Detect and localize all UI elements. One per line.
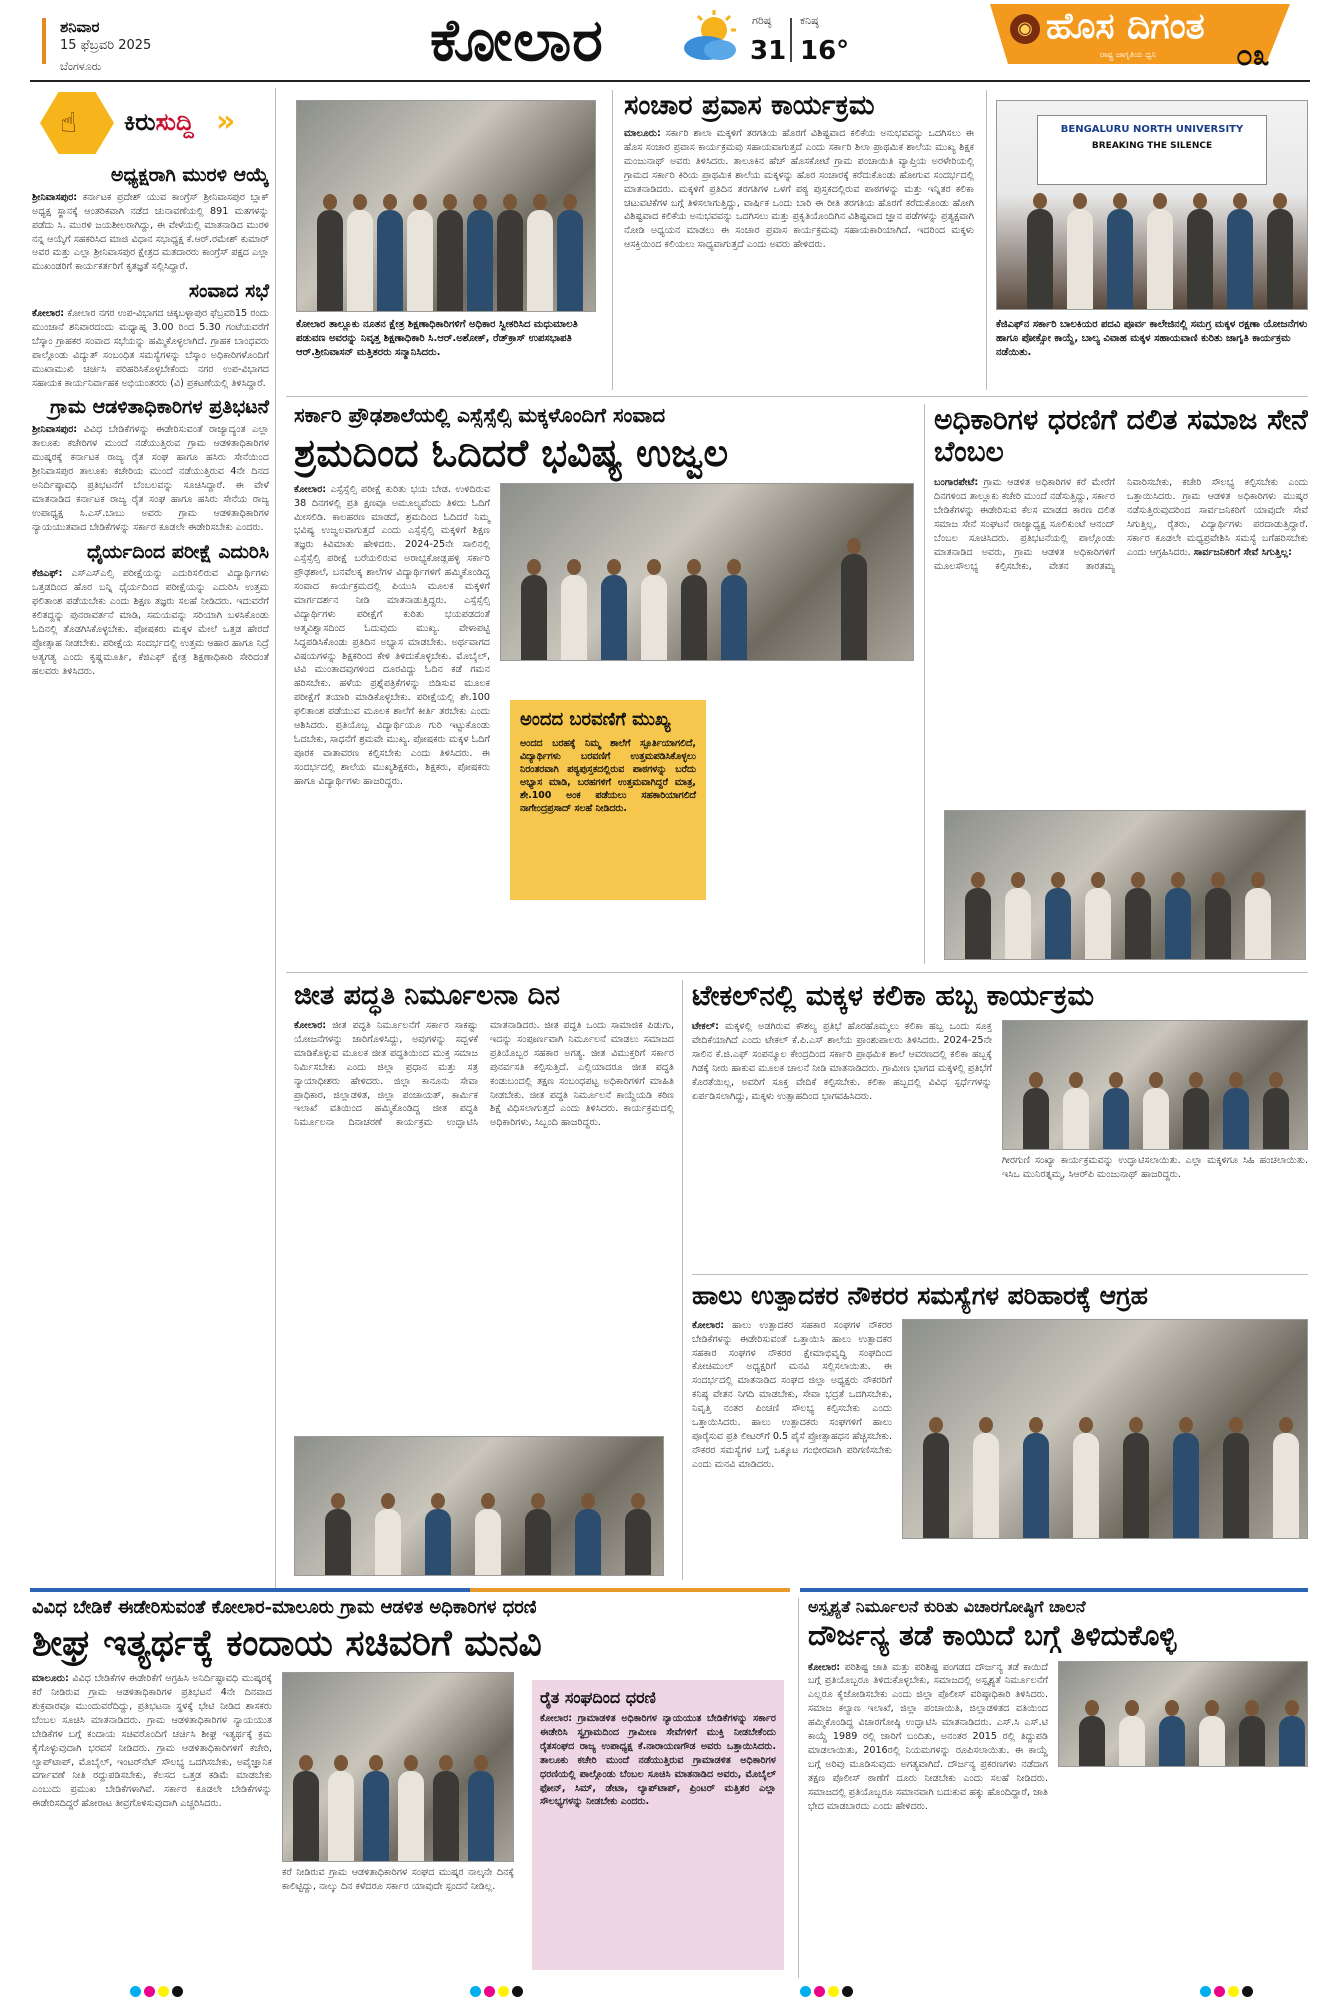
brief-body: ಶ್ರೀನಿವಾಸಪುರ: ಕರ್ನಾಟಕ ಪ್ರದೇಶ್ ಯುವ ಕಾಂಗ್ರೆಸ್ ಶ್ರೀನಿವಾಸಪುರ ಬ್ಲಾಕ್ ಅಧ್ಯಕ್ಷ ಸ್ಥಾನಕ್ಕೆ ಆಂತರಿಕವಾಗಿ ನಡೆದ ಚುನಾವಣೆಯಲ್ಲಿ 891 ಮತಗಳನ್ನು ಪಡೆದು ಸಿ. ಮುರಳಿ ಜಯಶೀಲರಾಗಿದ್ದು, ಈ ವೇಳೆಯಲ್ಲಿ ಮಾತನಾಡಿದ ಮುರಳಿ ನನ್ನ ಆಯ್ಕೆಗೆ ಸಹಕರಿಸಿದ ಮಾಜಿ ವಿಧಾನ ಸಭಾಧ್ಯಕ್ಷ ಕೆ.ಆರ್.ರಮೇಶ್ ಕುಮಾರ್ ಅವರ ಮತ್ತು ಎಲ್ಲಾ ಶ್ರೀನಿವಾಸಪುರ ಕ್ಷೇತ್ರದ ಮತದಾರರು ಕಾಂಗ್ರೆಸ್ ಪಕ್ಷದ ಎಲ್ಲಾ ಮುಖಂಡರಿಗೆ ಕಾರ್ಯಕರ್ತರಿಗೆ ಕೃತಜ್ಞತೆ ಸಲ್ಲಿಸಿದ್ದಾರೆ. — [32, 191, 269, 273]
study-tour-article — [624, 90, 974, 390]
atrocity-act-article — [808, 1598, 1308, 1978]
brief-body: ಶ್ರೀನಿವಾಸಪುರ: ವಿವಿಧ ಬೇಡಿಕೆಗಳನ್ನು ಈಡೇರಿಸುವಂತೆ ರಾಜ್ಯಾದ್ಯಂತ ಎಲ್ಲಾ ತಾಲೂಕು ಕಚೇರಿಗಳ ಮುಂದೆ ನಡೆಯುತ್ತಿರುವ ಗ್ರಾಮ ಆಡಳಿತಾಧಿಕಾರಿಗಳ ಮುಷ್ಕರಕ್ಕೆ ಕರ್ನಾಟಕ ರಾಜ್ಯ ರೈತ ಸಂಘ ಹಾಗೂ ಹಸಿರು ಸೇನೆಯಿಂದ ಶ್ರೀನಿವಾಸಪುರ ತಾಲೂಕು ಕಚೇರಿಯ ಮುಂದೆ ನಡೆಯುತ್ತಿರುವ 4ನೇ ದಿನದ ಅನಿರ್ದಿಷ್ಠಾವಧಿ ಪ್ರತಿಭಟನೆಗೆ ಬೆಂಬಲವನ್ನು ಸೂಚಿಸಿದ್ದಾರೆ. ಈ ವೇಳೆ ಮಾತನಾಡಿದ ಕರ್ನಾಟಕ ರಾಜ್ಯ ರೈತ ಸಂಘ ಹಾಗೂ ಹಸಿರು ಸೇನೆಯ ರಾಜ್ಯ ಉಪಾಧ್ಯಕ್ಷ ಸಿ.ಎಸ್.ಬಾಬು ಅವರು ಗ್ರಾಮ ಆಡಳಿತಾಧಿಕಾರಿಗಳ ನ್ಯಾಯಯುತವಾದ ಬೇಡಿಕೆಗಳನ್ನು ಸರ್ಕಾರ ಕೂಡಲೇ ಈಡೇರಿಸಬೇಕು ಎಂದರು. — [32, 424, 269, 533]
orange-section-rule — [470, 1588, 790, 1592]
dalit-article — [934, 404, 1308, 804]
learning-fest-caption: ಗೀರಗುಣಿ ಸಂಖ್ಯಾ ಕಾರ್ಯಕ್ರಮವನ್ನು ಉದ್ಘಾಟಿಸಲಾಯಿತು. ಎಲ್ಲಾ ಮಕ್ಕಳಿಗೂ ಸಿಹಿ ಹಂಚಲಾಯಿತು. ಇಸಿಒ ಮುನಿರತ್ನಮ್ಮ, ಸಿಆರ್‌ಪಿ ಮಂಜುನಾಥ್ ಹಾಜರಿದ್ದರು. — [1002, 1155, 1308, 1181]
brand-tagline: ರಾಷ್ಟ್ರ ಜಾಗೃತಿಯ ಧ್ವನಿ — [1100, 50, 1157, 59]
brand-logo-icon: ◉ — [1010, 14, 1040, 44]
dharna-photo — [944, 810, 1306, 960]
milk-producers-body: ಕೋಲಾರ: ಹಾಲು ಉತ್ಪಾದಕರ ಸಹಕಾರ ಸಂಘಗಳ ನೌಕರರ ಬೇಡಿಕೆಗಳನ್ನು ಈಡೇರಿಸುವಂತೆ ಒತ್ತಾಯಿಸಿ ಹಾಲು ಉತ್ಪಾದಕರ ಸಹಕಾರ ಸಂಘಗಳ ನೌಕರರ ಕ್ಷೇಮಾಭಿವೃದ್ಧಿ ಸಂಘದಿಂದ ಕೋಚಿಮುಲ್ ಅಧ್ಯಕ್ಷರಿಗೆ ಮನವಿ ಸಲ್ಲಿಸಲಾಯಿತು. ಈ ಸಂದರ್ಭದಲ್ಲಿ ಮಾತನಾಡಿದ ಸಂಘದ ಜಿಲ್ಲಾ ಅಧ್ಯಕ್ಷರು ನೌಕರರಿಗೆ ಕನಿಷ್ಠ ವೇತನ ನಿಗದಿ ಮಾಡಬೇಕು, ಸೇವಾ ಭದ್ರತೆ ಒದಗಿಸಬೇಕು, ನಿವೃತ್ತಿ ನಂತರ ಪಿಂಚಣಿ ಸೌಲಭ್ಯ ಕಲ್ಪಿಸಬೇಕು ಎಂದು ಒತ್ತಾಯಿಸಿದರು. ಹಾಲು ಉತ್ಪಾದಕರು ಸಂಘಗಳಿಗೆ ಹಾಲು ಪೂರೈಸುವ ಪ್ರತಿ ಲೀಟರ್‌ಗೆ 0.5 ಪೈಸೆ ಪ್ರೋತ್ಸಾಹಧನ ಹೆಚ್ಚಿಸಬೇಕು. ನೌಕರರ ಸಮಸ್ಯೆಗಳ ಬಗ್ಗೆ ಒಕ್ಕೂಟ ಗಂಭೀರವಾಗಿ ಪರಿಗಣಿಸಬೇಕು ಎಂದು ಮನವಿ ಮಾಡಿದರು. — [692, 1319, 892, 1470]
hand-icon: ☝ — [60, 106, 78, 139]
badge-label: ಕಿರುಸುದ್ದಿ — [124, 108, 194, 136]
temp-max-label: ಗರಿಷ್ಠ — [752, 14, 772, 27]
double-chevron-icon: » — [216, 104, 236, 139]
learning-fest-photo — [1002, 1020, 1308, 1150]
temp-max-value: 31 — [750, 36, 787, 66]
temp-divider — [790, 18, 792, 62]
dalit-headline: ಅಧಿಕಾರಿಗಳ ಧರಣಿಗೆ ದಲಿತ ಸಮಾಜ ಸೇನೆ ಬೆಂಬಲ — [934, 404, 1308, 469]
page-number: ೦೩ — [1236, 38, 1270, 73]
sslc-headline: ಶ್ರಮದಿಂದ ಓದಿದರೆ ಭವಿಷ್ಯ ಉಜ್ವಲ — [294, 430, 729, 475]
farmers-association-headline: ರೈತ ಸಂಘದಿಂದ ಧರಣಿ — [540, 1688, 656, 1707]
partly-cloudy-icon — [680, 10, 740, 66]
section-rule — [286, 972, 1308, 973]
column-rule — [798, 1598, 799, 1978]
milk-producers-article — [692, 1282, 1308, 1582]
village-officers-kicker: ವಿವಿಧ ಬೇಡಿಕೆ ಈಡೇರಿಸುವಂತೆ ಕೋಲಾರ-ಮಾಲೂರು ಗ್ರಾಮ ಆಡಳಿತ ಅಧಿಕಾರಿಗಳ ಧರಣಿ — [32, 1598, 537, 1618]
blue-section-rule — [800, 1588, 1308, 1592]
bonded-labour-headline: ಜೀತ ಪದ್ಧತಿ ನಿರ್ಮೂಲನಾ ದಿನ — [294, 980, 561, 1011]
briefs-column — [32, 88, 276, 1588]
study-tour-headline: ಸಂಚಾರ ಪ್ರವಾಸ ಕಾರ್ಯಕ್ರಮ — [624, 90, 875, 121]
brief-body: ಕೋಲಾರ: ಕೋಲಾರ ನಗರ ಉಪ-ವಿಭಾಗದ ಚಿಕ್ಕಬಳ್ಳಾಪುರ ಫೆಬ್ರವರಿ15 ರಂದು ಮುಂಜಾನೆ ಶನಿವಾರದಂದು ಮಧ್ಯಾಹ್ನ 3.00 ರಿಂದ 5.30 ಗಂಟೆಯವರೆಗೆ ಬೆಸ್ಕಾಂ ಗ್ರಾಹಕರ ಸಂವಾದ ಸಭೆಯನ್ನು ಹಮ್ಮಿಕೊಳ್ಳಲಾಗಿದೆ. ಗ್ರಾಹಕ ಬಾಂಧವರು ಪಾಲ್ಗೊಂಡು ವಿದ್ಯುತ್ ಸಂಬಂಧಿತ ಸಮಸ್ಯೆಗಳನ್ನು ಬೆಸ್ಕಾಂ ಅಧಿಕಾರಿಗಳೊಂದಿಗೆ ಮುಖಾಮುಖಿ ಚರ್ಚಿಸಿ ಪರಿಹರಿಸಿಕೊಳ್ಳಬೇಕೆಂದು ನಗರ ಉಪ-ವಿಭಾಗದ ಸಹಾಯಕ ಕಾರ್ಯನಿರ್ವಾಹಕ ಅಭಿಯಂತರರು (ವಿ) ಪ್ರಕಟಣೆಯಲ್ಲಿ ತಿಳಿಸಿದ್ದಾರೆ. — [32, 308, 269, 389]
brief-heading: ಗ್ರಾಮ ಆಡಳಿತಾಧಿಕಾರಿಗಳ ಪ್ರತಿಭಟನೆ — [50, 396, 269, 419]
handwriting-sidebox — [510, 700, 706, 900]
masthead-accent-bar — [42, 18, 46, 64]
briefs-badge — [40, 92, 240, 154]
registration-marks — [1200, 1986, 1253, 1997]
masthead-title: ಕೋಲಾರ — [430, 6, 604, 74]
masthead-rule — [30, 80, 1310, 82]
blue-section-rule — [30, 1588, 470, 1592]
registration-marks — [130, 1986, 183, 1997]
sidebox-heading: ಅಂದದ ಬರವಣಿಗೆ ಮುಖ್ಯ — [520, 709, 671, 730]
registration-marks — [470, 1986, 523, 1997]
banner-slogan: BREAKING THE SILENCE — [1091, 141, 1213, 151]
officials-photo — [296, 100, 596, 312]
dalit-body: ಬಂಗಾರಪೇಟೆ: ಗ್ರಾಮ ಆಡಳಿತ ಅಧಿಕಾರಿಗಳ ಕರೆ ಮೇರೆಗೆ ದಿನಗಳಿಂದ ತಾಲ್ಲೂಕು ಕಚೇರಿ ಮುಂದೆ ನಡೆಸುತ್ತಿದ್ದು, ಸರ್ಕಾರ ಬೇಡಿಕೆಗಳನ್ನು ಈಡೇರಿಸುವ ಕೆಲಸ ಮಾಡದ ಕಾರಣ ದಲಿತ ಸಮಾಜ ಸೇನೆ ಸಂಘಟನೆ ರಾಜ್ಯಾಧ್ಯಕ್ಷ ಸೂಲಿಕುಂಟೆ ಆನಂದ್ ಬೆಂಬಲ ಸೂಚಿಸಿದರು. ಪ್ರತಿಭಟನೆಯಲ್ಲಿ ಪಾಲ್ಗೊಂಡು ಮಾತನಾಡಿದ ಅವರು, ಗ್ರಾಮ ಆಡಳಿತ ಅಧಿಕಾರಿಗಳಿಗೆ ಮೂಲಸೌಲಭ್ಯ ಕಲ್ಪಿಸಬೇಕು, ವೇತನ ತಾರತಮ್ಯ ನಿವಾರಿಸಬೇಕು, ಕಚೇರಿ ಸೌಲಭ್ಯ ಕಲ್ಪಿಸಬೇಕು ಎಂದು ಒತ್ತಾಯಿಸಿದರು. ಗ್ರಾಮ ಆಡಳಿತ ಅಧಿಕಾರಿಗಳು ಮುಷ್ಕರ ನಡೆಸುತ್ತಿರುವುದರಿಂದ ಸಾರ್ವಜನಿಕರಿಗೆ ಯಾವುದೇ ಸೇವೆ ಸಿಗುತ್ತಿಲ್ಲ, ರೈತರು, ವಿದ್ಯಾರ್ಥಿಗಳು ಪರದಾಡುತ್ತಿದ್ದಾರೆ. ಸರ್ಕಾರ ಕೂಡಲೇ ಮಧ್ಯಪ್ರವೇಶಿಸಿ ಸಮಸ್ಯೆ ಬಗೆಹರಿಸಬೇಕು ಎಂದು ಆಗ್ರಹಿಸಿದರು. ಸಾರ್ವಜನಿಕರಿಗೆ ಸೇವೆ ಸಿಗುತ್ತಿಲ್ಲ: — [934, 477, 1308, 572]
awareness-photo — [996, 100, 1308, 310]
brand-name: ಹೊಸ ದಿಗಂತ — [1046, 6, 1205, 47]
village-officers-body: ಮಾಲೂರು: ವಿವಿಧ ಬೇಡಿಕೆಗಳ ಈಡೇರಿಕೆಗೆ ಆಗ್ರಹಿಸಿ ಅನಿರ್ದಿಷ್ಟಾವಧಿ ಮುಷ್ಕರಕ್ಕೆ ಕರೆ ನೀಡಿರುವ ಗ್ರಾಮ ಆಡಳಿತಾಧಿಕಾರಿಗಳ ಪ್ರತಿಭಟನೆ 4ನೇ ದಿನವಾದ ಶುಕ್ರವಾರವೂ ಮುಂದುವರೆದಿದ್ದು, ಪ್ರತಿಭಟನಾ ಸ್ಥಳಕ್ಕೆ ಭೇಟಿ ನೀಡಿದ ಶಾಸಕರು ಬೆಂಬಲ ಸೂಚಿಸಿ ಮಾತನಾಡಿದರು. ಗ್ರಾಮ ಆಡಳಿತಾಧಿಕಾರಿಗಳ ನ್ಯಾಯಯುತ ಬೇಡಿಕೆಗಳ ಬಗ್ಗೆ ಕಂದಾಯ ಸಚಿವರೊಂದಿಗೆ ಚರ್ಚಿಸಿ ಶೀಘ್ರ ಇತ್ಯರ್ಥಕ್ಕೆ ಕ್ರಮ ಕೈಗೊಳ್ಳುವುದಾಗಿ ಭರವಸೆ ನೀಡಿದರು. ಗ್ರಾಮ ಆಡಳಿತಾಧಿಕಾರಿಗಳಿಗೆ ಕಚೇರಿ, ಲ್ಯಾಪ್‌ಟಾಪ್, ಮೊಬೈಲ್, ಇಂಟರ್‌ನೆಟ್ ಸೌಲಭ್ಯ ಒದಗಿಸಬೇಕು, ಅವೈಜ್ಞಾನಿಕ ವರ್ಗಾವಣೆ ನೀತಿ ರದ್ದುಪಡಿಸಬೇಕು, ಕೆಲಸದ ಒತ್ತಡ ಕಡಿಮೆ ಮಾಡಬೇಕು ಎಂಬುದು ಪ್ರಮುಖ ಬೇಡಿಕೆಗಳಾಗಿವೆ. ಸರ್ಕಾರ ಕೂಡಲೇ ಬೇಡಿಕೆಗಳನ್ನು ಈಡೇರಿಸದಿದ್ದರೆ ಹೋರಾಟ ತೀವ್ರಗೊಳಿಸುವುದಾಗಿ ಎಚ್ಚರಿಸಿದರು. — [32, 1673, 272, 1810]
bonded-labour-body: ಕೋಲಾರ: ಜೀತ ಪದ್ಧತಿ ನಿರ್ಮೂಲನೆಗೆ ಸರ್ಕಾರ ಸಾಕಷ್ಟು ಯೋಜನೆಗಳನ್ನು ಜಾರಿಗೊಳಿಸಿದ್ದು, ಅವುಗಳನ್ನು ಸದ್ಬಳಕೆ ಮಾಡಿಕೊಳ್ಳುವ ಮೂಲಕ ಜೀತ ಪದ್ಧತಿಯಿಂದ ಮುಕ್ತ ಸಮಾಜ ನಿರ್ಮಿಸಬೇಕು ಎಂದು ಜಿಲ್ಲಾ ಪ್ರಧಾನ ಮತ್ತು ಸತ್ರ ನ್ಯಾಯಾಧೀಶರು ಹೇಳಿದರು. ಜಿಲ್ಲಾ ಕಾನೂನು ಸೇವಾ ಪ್ರಾಧಿಕಾರ, ಜಿಲ್ಲಾಡಳಿತ, ಜಿಲ್ಲಾ ಪಂಚಾಯತ್, ಕಾರ್ಮಿಕ ಇಲಾಖೆ ವತಿಯಿಂದ ಹಮ್ಮಿಕೊಂಡಿದ್ದ ಜೀತ ಪದ್ಧತಿ ನಿರ್ಮೂಲನಾ ದಿನಾಚರಣೆ ಕಾರ್ಯಕ್ರಮ ಉದ್ಘಾಟಿಸಿ ಮಾತನಾಡಿದರು. ಜೀತ ಪದ್ಧತಿ ಒಂದು ಸಾಮಾಜಿಕ ಪಿಡುಗು, ಇದನ್ನು ಸಂಪೂರ್ಣವಾಗಿ ನಿರ್ಮೂಲನೆ ಮಾಡಲು ಸಮಾಜದ ಪ್ರತಿಯೊಬ್ಬರ ಸಹಕಾರ ಅಗತ್ಯ. ಜೀತ ವಿಮುಕ್ತರಿಗೆ ಸರ್ಕಾರ ಪುನರ್ವಸತಿ ಕಲ್ಪಿಸುತ್ತಿದೆ. ಎಲ್ಲಿಯಾದರೂ ಜೀತ ಪದ್ಧತಿ ಕಂಡುಬಂದಲ್ಲಿ ತಕ್ಷಣ ಸಂಬಂಧಪಟ್ಟ ಅಧಿಕಾರಿಗಳಿಗೆ ಮಾಹಿತಿ ನೀಡಬೇಕು. ಜೀತ ಪದ್ಧತಿ ನಿರ್ಮೂಲನೆ ಕಾಯ್ದೆಯಡಿ ಕಠಿಣ ಶಿಕ್ಷೆ ವಿಧಿಸಲಾಗುತ್ತದೆ ಎಂದು ತಿಳಿಸಿದರು. ಕಾರ್ಯಕ್ರಮದಲ್ಲಿ ಅಧಿಕಾರಿಗಳು, ಸಿಬ್ಬಂದಿ ಹಾಜರಿದ್ದರು. — [294, 1020, 674, 1129]
learning-fest-body: ಟೇಕಲ್: ಮಕ್ಕಳಲ್ಲಿ ಅಡಗಿರುವ ಕೌಶಲ್ಯ ಪ್ರತಿಭೆ ಹೊರಹೊಮ್ಮಲು ಕಲಿಕಾ ಹಬ್ಬ ಒಂದು ಸೂಕ್ತ ವೇದಿಕೆಯಾಗಿದೆ ಎಂದು ಟೇಕಲ್ ಕೆ.ಪಿ.ಎಸ್ ಶಾಲೆಯ ಪ್ರಾಂಶುಪಾಲರು ತಿಳಿಸಿದರು. 2024-25ನೇ ಸಾಲಿನ ಕೆ.ಜಿ.ಎಫ್ ಸಂಪನ್ಮೂಲ ಕೇಂದ್ರದಿಂದ ಸರ್ಕಾರಿ ಪ್ರಾಥಮಿಕ ಶಾಲೆ ಆವರಣದಲ್ಲಿ ಕಲಿಕಾ ಹಬ್ಬಕ್ಕೆ ಗಿಡಕ್ಕೆ ನೀರು ಹಾಕುವ ಮೂಲಕ ಚಾಲನೆ ನೀಡಿ ಮಾತನಾಡಿದರು. ಗ್ರಾಮೀಣ ಭಾಗದ ಮಕ್ಕಳಲ್ಲಿ ಪ್ರತಿಭೆಗೆ ಕೊರತೆಯಿಲ್ಲ, ಅವರಿಗೆ ಸೂಕ್ತ ವೇದಿಕೆ ಕಲ್ಪಿಸಬೇಕು. ಕಲಿಕಾ ಹಬ್ಬದಲ್ಲಿ ವಿವಿಧ ಸ್ಪರ್ಧೆಗಳನ್ನು ಏರ್ಪಡಿಸಲಾಗಿದ್ದು, ಮಕ್ಕಳು ಉತ್ಸಾಹದಿಂದ ಭಾಗವಹಿಸಿದರು. — [692, 1021, 992, 1102]
seminar-photo — [1058, 1661, 1308, 1767]
village-officers-headline: ಶೀಘ್ರ ಇತ್ಯರ್ಥಕ್ಕೆ ಕಂದಾಯ ಸಚಿವರಿಗೆ ಮನವಿ — [32, 1621, 542, 1664]
bonded-labour-article — [294, 980, 674, 1430]
masthead-city: ಬೆಂಗಳೂರು — [60, 60, 102, 73]
protest-photo-caption: ಕರೆ ನೀಡಿರುವ ಗ್ರಾಮ ಆಡಳಿತಾಧಿಕಾರಿಗಳ ಸಂಘದ ಮುಷ್ಕರ ನಾಲ್ಕನೇ ದಿನಕ್ಕೆ ಕಾಲಿಟ್ಟಿದ್ದು, ನಾಲ್ಕು ದಿನ ಕಳೆದರೂ ಸರ್ಕಾರ ಯಾವುದೇ ಸ್ಪಂದನೆ ನೀಡಿಲ್ಲ. — [282, 1867, 514, 1892]
column-rule — [986, 90, 987, 390]
atrocity-act-headline: ದೌರ್ಜನ್ಯ ತಡೆ ಕಾಯಿದೆ ಬಗ್ಗೆ ತಿಳಿದುಕೊಳ್ಳಿ — [808, 1619, 1177, 1653]
sslc-kicker: ಸರ್ಕಾರಿ ಪ್ರೌಢಶಾಲೆಯಲ್ಲಿ ಎಸ್ಸೆಸ್ಸೆಲ್ಸಿ ಮಕ್ಕಳೊಂದಿಗೆ ಸಂವಾದ — [294, 404, 666, 427]
milk-producers-headline: ಹಾಲು ಉತ್ಪಾದಕರ ನೌಕರರ ಸಮಸ್ಯೆಗಳ ಪರಿಹಾರಕ್ಕೆ ಆಗ್ರಹ — [692, 1282, 1148, 1310]
study-tour-body: ಮಾಲೂರು: ಸರ್ಕಾರಿ ಶಾಲಾ ಮಕ್ಕಳಿಗೆ ತರಗತಿಯ ಹೊರಗೆ ವಿಶಿಷ್ಟವಾದ ಕಲಿಕೆಯ ಅನುಭವವನ್ನು ಒದಗಿಸಲು ಈ ಹೊಸ ಸಂಚಾರ ಪ್ರವಾಸ ಕಾರ್ಯಕ್ರಮವು ಸಹಾಯವಾಗುತ್ತದೆ ಎಂದು ಸರ್ಕಾರಿ ಶಿಲಾ ಪ್ರಾಥಮಿಕ ಶಾಲೆಯ ಮುಖ್ಯ ಶಿಕ್ಷಕ ಮಂಜುನಾಥ್ ಅವರು ತಿಳಿಸಿದರು. ತಾಲೂಕಿನ ಹೆಚ್ ಹೊಸಕೋಟೆ ಗ್ರಾಮ ಪಂಚಾಯಿತಿ ವ್ಯಾಪ್ತಿಯ ಅರಳೇರಿಯಲ್ಲಿ ಗ್ರಾಮದ ಸರ್ಕಾರಿ ಕಿರಿಯ ಪ್ರಾಥಮಿಕ ಶಾಲೆಯ ಮಕ್ಕಳನ್ನು ಹೊರ ಸಂಚಾರಕ್ಕೆ ಕರೆದುಕೊಂಡು ಹೋಗುವ ಸಂದರ್ಭದಲ್ಲಿ ಮಾತನಾಡಿದರು. ಮಕ್ಕಳಿಗೆ ಪ್ರತಿದಿನ ತರಗತಿಗಳ ಒಳಗೆ ಪಠ್ಯ ಪುಸ್ತಕದಲ್ಲಿರುವ ಪಾಠಗಳನ್ನು ಮತ್ತು ಇನ್ನಿತರ ಕಲಿಕಾ ಚಟುವಟಿಕೆಗಳ ಬಗ್ಗೆ ತಿಳಿಸಲಾಗುತ್ತಿದ್ದು, ವಾರ್ಷಿಕ ಒಂದು ಬಾರಿ ಈ ರೀತಿ ತರಗತಿಯ ಹೊರಗೆ ಕರೆದುಕೊಂಡು ಹೋಗಿ ವಿಶಿಷ್ಟವಾದ ಕಲಿಕೆಯ ಅನುಭವವನ್ನು ಒದಗಿಸಲು ಮತ್ತು ಪ್ರಕೃತಿಯೊಂದಿಗಿನ ವಿಶಿಷ್ಟವಾದ ಜ್ಞಾನ ಪಡೆಗಳನ್ನು ಪ್ರತ್ಯಕ್ಷವಾಗಿ ನೋಡಿ ಅಧ್ಯಯನ ಮಾಡಲು ಈ ಸಂಚಾರ ಪ್ರವಾಸ ಕಾರ್ಯಕ್ರಮವು ಸಹಾಯಕಾರಿಯಾಗಿದೆ. ಇದರಿಂದ ಮಕ್ಕಳು ಆಸಕ್ತಿಯಿಂದ ಕಲಿಯಲು ಸಾಧ್ಯವಾಗುತ್ತದೆ ಎಂದು ಅವರು ಹೇಳಿದರು. — [624, 128, 974, 251]
sslc-body: ಕೋಲಾರ: ಎಸ್ಸೆಸ್ಸೆಲ್ಸಿ ಪರೀಕ್ಷೆ ಕುರಿತು ಭಯ ಬೇಡ. ಉಳಿದಿರುವ 38 ದಿನಗಳಲ್ಲಿ ಪ್ರತಿ ಕ್ಷಣವೂ ಅಮೂಲ್ಯವೆಂದು ತಿಳಿದು ಓದಿಗೆ ಮೀಸಲಿಡಿ. ಕಾಲಹರಣ ಮಾಡದೆ, ಶ್ರಮದಿಂದ ಓದಿದರೆ ನಿಮ್ಮ ಭವಿಷ್ಯ ಉಜ್ವಲವಾಗುತ್ತದೆ ಎಂದು ಎಸ್ಸೆಸ್ಸೆಲ್ಸಿ ಮಕ್ಕಳಿಗೆ ಶಿಕ್ಷಣ ತಜ್ಞರು ಕಿವಿಮಾತು ಹೇಳಿದರು. 2024-25ನೇ ಸಾಲಿನಲ್ಲಿ ಎಸ್ಸೆಸ್ಸೆಲ್ಸಿ ಪರೀಕ್ಷೆ ಬರೆಯಲಿರುವ ಅರಾಭ್ಯಕೋಡ್ಲಹಳ್ಳಿ ಸರ್ಕಾರಿ ಪ್ರೌಢಶಾಲೆ, ಬನವೆಲಕ್ಕ ಶಾಲೆಗಳ ವಿದ್ಯಾರ್ಥಿಗಳಿಗೆ ಹಮ್ಮಿಕೊಂಡಿದ್ದ ಸಂವಾದ ಕಾರ್ಯಕ್ರಮದಲ್ಲಿ ಪಿಯುಸಿ ಮೂಲಕ ಮಕ್ಕಳಿಗೆ ಮಾರ್ಗದರ್ಶನ ನೀಡಿ ಮಾತನಾಡುತ್ತಿದ್ದರು. ಎಸ್ಸೆಸ್ಸೆಲ್ಸಿ ವಿದ್ಯಾರ್ಥಿಗಳು ಪರೀಕ್ಷೆಗೆ ಕುರಿತು ಭಯಪಡದಂತೆ ಆತ್ಮವಿಶ್ವಾಸದಿಂದ ಓದುವುದು ಮುಖ್ಯ. ವೇಳಾಪಟ್ಟಿ ಸಿದ್ಧಪಡಿಸಿಕೊಂಡು ಪ್ರತಿದಿನ ಅಭ್ಯಾಸ ಮಾಡಬೇಕು. ಅರ್ಥವಾಗದ ವಿಷಯಗಳನ್ನು ಶಿಕ್ಷಕರಿಂದ ಕೇಳಿ ತಿಳಿದುಕೊಳ್ಳಬೇಕು. ಮೊಬೈಲ್, ಟಿವಿ ಮುಂತಾದವುಗಳಿಂದ ದೂರವಿದ್ದು ಓದಿನ ಕಡೆ ಗಮನ ಹರಿಸಬೇಕು. ಹಳೆಯ ಪ್ರಶ್ನೆಪತ್ರಿಕೆಗಳನ್ನು ಬಿಡಿಸುವ ಮೂಲಕ ಪರೀಕ್ಷೆಗೆ ತಯಾರಿ ಮಾಡಿಕೊಳ್ಳಬೇಕು. ಪರೀಕ್ಷೆಯಲ್ಲಿ ಶೇ.100 ಫಲಿತಾಂಶ ಪಡೆಯುವ ಮೂಲಕ ಶಾಲೆಗೆ ಕೀರ್ತಿ ತರಬೇಕು ಎಂದು ಆಶಿಸಿದರು. ಪ್ರತಿಯೊಬ್ಬ ವಿದ್ಯಾರ್ಥಿಯೂ ಗುರಿ ಇಟ್ಟುಕೊಂಡು ಓದಬೇಕು, ಸಾಧನೆಗೆ ಶ್ರಮವೇ ಮುಖ್ಯ. ಪೋಷಕರು ಮಕ್ಕಳ ಓದಿಗೆ ಪೂರಕ ವಾತಾವರಣ ಕಲ್ಪಿಸಬೇಕು ಎಂದು ತಿಳಿಸಿದರು. ಈ ಸಂದರ್ಭದಲ್ಲಿ ಶಾಲೆಯ ಮುಖ್ಯಶಿಕ್ಷಕರು, ಶಿಕ್ಷಕರು, ಪೋಷಕರು ಹಾಗೂ ವಿದ್ಯಾರ್ಥಿಗಳು ಹಾಜರಿದ್ದರು. — [294, 483, 490, 787]
brief-body: ಕೆಜಿಎಫ್: ಎಸ್ಎಸ್ಎಲ್ಸಿ ಪರೀಕ್ಷೆಯನ್ನು ಎದುರಿಸಲಿರುವ ವಿದ್ಯಾರ್ಥಿಗಳು ಒತ್ತಡದಿಂದ ಹೊರ ಬನ್ನಿ ಧೈರ್ಯದಿಂದ ಪರೀಕ್ಷೆಯನ್ನು ಎದುರಿಸಿ ಉತ್ತಮ ಫಲಿತಾಂಶ ಪಡೆಯಬೇಕು ಎಂದು ಶಿಕ್ಷಣ ತಜ್ಞರು ಸಲಹೆ ನೀಡಿದರು. ಇದುವರೆಗೆ ಕಲಿತದ್ದನ್ನು ಪುನರಾವರ್ತನೆ ಮಾಡಿ, ಸಮಯವನ್ನು ಸರಿಯಾಗಿ ಬಳಸಿಕೊಂಡು ಓದಿನಲ್ಲಿ ತೊಡಗಿಸಿಕೊಳ್ಳಬೇಕು. ಪೋಷಕರು ಮಕ್ಕಳ ಮೇಲೆ ಒತ್ತಡ ಹೇರದೆ ಪ್ರೋತ್ಸಾಹ ನೀಡಬೇಕು. ಪರೀಕ್ಷೆಯ ಸಂದರ್ಭದಲ್ಲಿ ಉತ್ತಮ ಆಹಾರ ಹಾಗೂ ನಿದ್ರೆ ಅತ್ಯಗತ್ಯ ಎಂದು ಕೃಷ್ಣಮೂರ್ತಿ, ಕೆಜಿಎಫ್ ಕ್ಷೇತ್ರ ಶಿಕ್ಷಣಾಧಿಕಾರಿ ಸೇರಿದಂತೆ ಹಲವರು ತಿಳಿಸಿದರು. — [32, 568, 269, 677]
awareness-photo-caption: ಕೆಜಿಎಫ್‌ನ ಸರ್ಕಾರಿ ಬಾಲಕಿಯರ ಪದವಿ ಪೂರ್ವ ಕಾಲೇಜಿನಲ್ಲಿ ಸಮಗ್ರ ಮಕ್ಕಳ ರಕ್ಷಣಾ ಯೋಜನೆಗಳು ಹಾಗೂ ಪೋಕ್ಸೋ ಕಾಯ್ದೆ, ಬಾಲ್ಯ ವಿವಾಹ ಮಕ್ಕಳ ಸಹಾಯವಾಣಿ ಕುರಿತು ಜಾಗೃತಿ ಕಾರ್ಯಕ್ರಮ ನಡೆಯಿತು. — [996, 319, 1308, 358]
section-rule — [692, 1274, 1308, 1275]
sidebox-body: ಅಂದದ ಬರಹಕ್ಕೆ ನಿಮ್ಮ ಶಾಲೆಗೆ ಸ್ಪೂರ್ತಿಯಾಗಲಿದೆ, ವಿದ್ಯಾರ್ಥಿಗಳು ಬರವಣಿಗೆ ಉತ್ತಮಪಡಿಸಿಕೊಳ್ಳಲು ನಿರಂತರವಾಗಿ ಪಠ್ಯಪುಸ್ತಕದಲ್ಲಿರುವ ಪಾಠಗಳನ್ನು ಬರೆದು ಅಭ್ಯಾಸ ಮಾಡಿ, ಬರಹಗಳಿಗೆ ಉತ್ತಮವಾಗಿದ್ದರೆ ಮಾತ್ರ, ಶೇ.100 ಅಂಕ ಪಡೆಯಲು ಸಹಕಾರಿಯಾಗಲಿದೆ ನಾಗೇಂದ್ರಪ್ರಸಾದ್ ಸಲಹೆ ನೀಡಿದರು. — [520, 737, 696, 815]
column-rule — [612, 90, 613, 390]
atrocity-act-kicker: ಅಸ್ಪೃಶ್ಯತೆ ನಿರ್ಮೂಲನೆ ಕುರಿತು ವಿಚಾರಗೋಷ್ಠಿಗೆ ಚಾಲನೆ — [808, 1598, 1086, 1616]
masthead-day: ಶನಿವಾರ — [60, 18, 100, 36]
column-rule — [682, 980, 683, 1580]
registration-marks — [800, 1986, 853, 1997]
brief-heading: ಸಂವಾದ ಸಭೆ — [188, 280, 269, 303]
classroom-photo — [500, 483, 914, 661]
atrocity-act-body: ಕೋಲಾರ: ಪರಿಶಿಷ್ಟ ಜಾತಿ ಮತ್ತು ಪರಿಶಿಷ್ಟ ಪಂಗಡದ ದೌರ್ಜನ್ಯ ತಡೆ ಕಾಯಿದೆ ಬಗ್ಗೆ ಪ್ರತಿಯೊಬ್ಬರೂ ತಿಳಿದುಕೊಳ್ಳಬೇಕು, ಸಮಾಜದಲ್ಲಿ ಅಸ್ಪೃಶ್ಯತೆ ನಿರ್ಮೂಲನೆಗೆ ಎಲ್ಲರೂ ಕೈಜೋಡಿಸಬೇಕು ಎಂದು ಜಿಲ್ಲಾ ಪೊಲೀಸ್ ವರಿಷ್ಠಾಧಿಕಾರಿ ತಿಳಿಸಿದರು. ಸಮಾಜ ಕಲ್ಯಾಣ ಇಲಾಖೆ, ಜಿಲ್ಲಾ ಪಂಚಾಯಿತಿ, ಜಿಲ್ಲಾಡಳಿತದ ವತಿಯಿಂದ ಹಮ್ಮಿಕೊಂಡಿದ್ದ ವಿಚಾರಗೋಷ್ಠಿ ಉದ್ಘಾಟಿಸಿ ಮಾತನಾಡಿದರು. ಎಸ್.ಸಿ ಎಸ್.ಟಿ ಕಾಯ್ದೆ 1989 ರಲ್ಲಿ ಜಾರಿಗೆ ಬಂದಿತು, ಅನಂತರ 2015 ರಲ್ಲಿ ತಿದ್ದುಪಡಿ ಮಾಡಲಾಯಿತು, 2016ರಲ್ಲಿ ನಿಯಮಗಳನ್ನು ರೂಪಿಸಲಾಯಿತು. ಈ ಕಾಯ್ದೆ ಬಗ್ಗೆ ಅರಿವು ಮೂಡಿಸುವುದು ಅಗತ್ಯವಾಗಿದೆ. ದೌರ್ಜನ್ಯ ಪ್ರಕರಣಗಳು ನಡೆದಾಗ ತಕ್ಷಣ ಪೊಲೀಸ್ ಠಾಣೆಗೆ ದೂರು ನೀಡಬೇಕು ಎಂದು ಸಲಹೆ ನೀಡಿದರು. ಸಮಾಜದಲ್ಲಿ ಪ್ರತಿಯೊಬ್ಬರೂ ಸಮಾನವಾಗಿ ಬದುಕುವ ಹಕ್ಕು ಹೊಂದಿದ್ದಾರೆ, ಜಾತಿ ಭೇದ ಮಾಡಬಾರದು ಎಂದು ಹೇಳಿದರು. — [808, 1661, 1048, 1812]
officials-photo-caption: ಕೋಲಾರ ತಾಲ್ಲೂಕು ನೂತನ ಕ್ಷೇತ್ರ ಶಿಕ್ಷಣಾಧಿಕಾರಿಗಳಿಗೆ ಅಧಿಕಾರ ಸ್ವೀಕರಿಸಿದ ಮಧುಮಾಲತಿ ಪಡುವಣ ಅವರನ್ನು ನಿವೃತ್ತ ಶಿಕ್ಷಣಾಧಿಕಾರಿ ಸಿ.ಆರ್.ಅಶೋಕ್, ರೆಡ್‌ಕ್ರಾಸ್ ಉಪಸಭಾಪತಿ ಆರ್.ಶ್ರೀನಿವಾಸನ್ ಮತ್ತಿತರರು ಸನ್ಮಾನಿಸಿದರು. — [296, 319, 578, 358]
memorandum-photo — [902, 1319, 1308, 1539]
brief-heading: ಧೈರ್ಯದಿಂದ ಪರೀಕ್ಷೆ ಎದುರಿಸಿ — [87, 540, 269, 563]
column-rule — [924, 404, 925, 964]
university-banner — [1037, 115, 1267, 185]
masthead — [0, 0, 1339, 82]
brief-heading: ಅಧ್ಯಕ್ಷರಾಗಿ ಮುರಳಿ ಆಯ್ಕೆ — [110, 164, 269, 186]
temp-min-label: ಕನಿಷ್ಠ — [800, 14, 819, 27]
lamp-lighting-photo — [294, 1436, 664, 1576]
learning-fest-headline: ಟೇಕಲ್‌ನಲ್ಲಿ ಮಕ್ಕಳ ಕಲಿಕಾ ಹಬ್ಬ ಕಾರ್ಯಕ್ರಮ — [692, 980, 1095, 1012]
learning-fest-article — [692, 980, 1308, 1270]
temp-min-value: 16° — [800, 36, 850, 66]
protest-photo — [282, 1672, 514, 1862]
farmers-association-body: ಕೋಲಾರ: ಗ್ರಾಮಾಡಳಿತ ಅಧಿಕಾರಿಗಳ ನ್ಯಾಯಯುತ ಬೇಡಿಕೆಗಳನ್ನು ಸರ್ಕಾರ ಈಡೇರಿಸಿ ಸ್ವಗ್ರಾಮದಿಂದ ಗ್ರಾಮೀಣ ಸೇವೆಗಳಿಗೆ ಮುಕ್ತಿ ನೀಡಬೇಕೆಂದು ರೈತಸಂಘದ ರಾಜ್ಯ ಉಪಾಧ್ಯಕ್ಷ ಕೆ.ನಾರಾಯಣಗೌಡ ಅವರು ಒತ್ತಾಯಿಸಿದರು. ತಾಲೂಕು ಕಚೇರಿ ಮುಂದೆ ನಡೆಯುತ್ತಿರುವ ಗ್ರಾಮಾಡಳಿತ ಅಧಿಕಾರಿಗಳ ಧರಣಿಯಲ್ಲಿ ಪಾಲ್ಗೊಂಡು ಬೆಂಬಲ ಸೂಚಿಸಿ ಮಾತನಾಡಿದ ಅವರು, ಮೊಬೈಲ್ ಫೋನ್, ಸಿಮ್, ಡೇಟಾ, ಲ್ಯಾಪ್‌ಟಾಪ್, ಪ್ರಿಂಟರ್ ಮತ್ತಿತರ ಎಲ್ಲಾ ಸೌಲಭ್ಯಗಳನ್ನು ನೀಡಬೇಕು ಎಂದರು. — [540, 1713, 776, 1808]
farmers-association-box — [532, 1680, 784, 1970]
masthead-date: 15 ಫೆಬ್ರವರಿ 2025 — [60, 38, 152, 53]
section-rule — [286, 396, 1308, 397]
banner-university-name: BENGALURU NORTH UNIVERSITY — [1060, 124, 1244, 135]
